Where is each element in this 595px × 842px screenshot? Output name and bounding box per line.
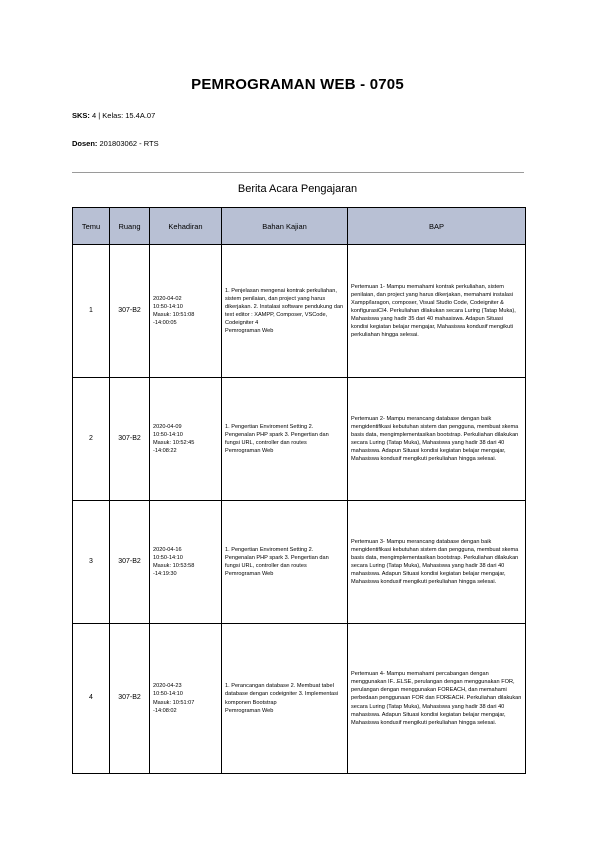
table-row bbox=[73, 501, 526, 624]
cell-bahan-kajian: 1. Perancangan database 2. Membuat tabel database dengan codeigniter 3. Implementasi komponen Bootstrap Pemrograman Web bbox=[222, 624, 348, 774]
cell-bahan-kajian: 1. Penjelasan mengenai kontrak perkuliahan, sistem penilaian, dan project yang harus dikerjakan. 2. Instalasi software pendukung dan text editor : XAMPP, Composer, VSCode, Codeigniter 4 Pemrograman Web bbox=[222, 245, 348, 378]
cell-ruang: 307-B2 bbox=[110, 501, 150, 624]
cell-ruang: 307-B2 bbox=[110, 624, 150, 774]
cell-temu: 4 bbox=[73, 624, 110, 774]
cell-temu: 2 bbox=[73, 378, 110, 501]
cell-kehadiran: 2020-04-23 10:50-14:10 Masuk: 10:51:07 -14:08:02 bbox=[150, 624, 222, 774]
cell-temu: 1 bbox=[73, 245, 110, 378]
cell-bap: Pertemuan 1- Mampu memahami kontrak perkuliahan, sistem penilaian, dan project yang harus dikerjakan, memahami instalasi Xampp/laragon, composer, Visual Studio Code, Codeigniter & konfigurasiCI4. Perkuliahan dilakukan secara Luring (Tatap Muka), Mahasiswa yang hadir 35 dari 40 mahasiswa. Adapun Situasi kondisi kegiatan belajar mengajar, Mahasiswa kondusif mengikuti perkuliahan hingga selesai. bbox=[348, 245, 526, 378]
cell-temu: 3 bbox=[73, 501, 110, 624]
header-kehadiran: Kehadiran bbox=[150, 208, 222, 245]
page-title: PEMROGRAMAN WEB - 0705 bbox=[191, 76, 404, 93]
divider bbox=[72, 172, 524, 173]
cell-kehadiran: 2020-04-02 10:50-14:10 Masuk: 10:51:08 -14:00:05 bbox=[150, 245, 222, 378]
table-row bbox=[73, 378, 526, 501]
cell-ruang: 307-B2 bbox=[110, 245, 150, 378]
cell-ruang: 307-B2 bbox=[110, 378, 150, 501]
header-ruang: Ruang bbox=[110, 208, 150, 245]
table-row bbox=[73, 245, 526, 378]
cell-bap: Pertemuan 3- Mampu merancang database dengan baik mengidentifikasi kebutuhan sistem dan pengguna, membuat skema basis data, mengimplementasikan bootstrap. Perkuliahan dilakukan secara Luring (Tatap Muka), Mahasiswa yang hadir 38 dari 40 mahasiswa. Adapun Situasi kondisi kegiatan belajar mengajar, Mahasiswa kondusif mengikuti perkuliahan hingga selesai. bbox=[348, 501, 526, 624]
cell-bap: Pertemuan 4- Mampu memahami percabangan dengan menggunakan IF...ELSE, perulangan dengan menggunakan FOR, perulangan dengan menggunakan FOREACH, dan memahami perbedaan penggunaan FOR dan FOREACH. Perkuliahan dilakukan secara Luring (Tatap Muka), Mahasiswa yang hadir 38 dari 40 mahasiswa. Adapun Situasi kondisi kegiatan belajar mengajar, Mahasiswa kondusif mengikuti perkuliahan hingga selesai. bbox=[348, 624, 526, 774]
header-bahan-kajian: Bahan Kajian bbox=[222, 208, 348, 245]
sks-kelas-info bbox=[72, 111, 155, 120]
table-header-row bbox=[73, 208, 526, 245]
table-row bbox=[73, 624, 526, 774]
sks-kelas-value: 4 | Kelas: 15.4A.07 bbox=[92, 111, 156, 120]
bap-table bbox=[72, 207, 526, 774]
header-bap: BAP bbox=[348, 208, 526, 245]
cell-bahan-kajian: 1. Pengertian Enviroment Setting 2. Pengenalan PHP spark 3. Pengertian dan fungsi URL, controller dan routes Pemrograman Web bbox=[222, 501, 348, 624]
cell-kehadiran: 2020-04-09 10:50-14:10 Masuk: 10:52:45 -14:08:22 bbox=[150, 378, 222, 501]
cell-bahan-kajian: 1. Pengertian Enviroment Setting 2. Pengenalan PHP spark 3. Pengertian dan fungsi URL, controller dan routes Pemrograman Web bbox=[222, 378, 348, 501]
header-temu: Temu bbox=[73, 208, 110, 245]
dosen-label: Dosen: bbox=[72, 139, 98, 148]
cell-kehadiran: 2020-04-16 10:50-14:10 Masuk: 10:53:58 -14:19:30 bbox=[150, 501, 222, 624]
section-title: Berita Acara Pengajaran bbox=[237, 183, 358, 195]
dosen-value: 201803062 - RTS bbox=[99, 139, 159, 148]
cell-bap: Pertemuan 2- Mampu merancang database dengan baik mengidentifikasi kebutuhan sistem dan pengguna, membuat skema basis data, mengimplementasikan bootstrap. Perkuliahan dilakukan secara Luring (Tatap Muka), Mahasiswa yang hadir 38 dari 40 mahasiswa. Adapun Situasi kondisi kegiatan belajar mengajar, Mahasiswa kondusif mengikuti perkuliahan hingga selesai. bbox=[348, 378, 526, 501]
sks-label: SKS: bbox=[72, 111, 90, 120]
dosen-info bbox=[72, 139, 159, 148]
